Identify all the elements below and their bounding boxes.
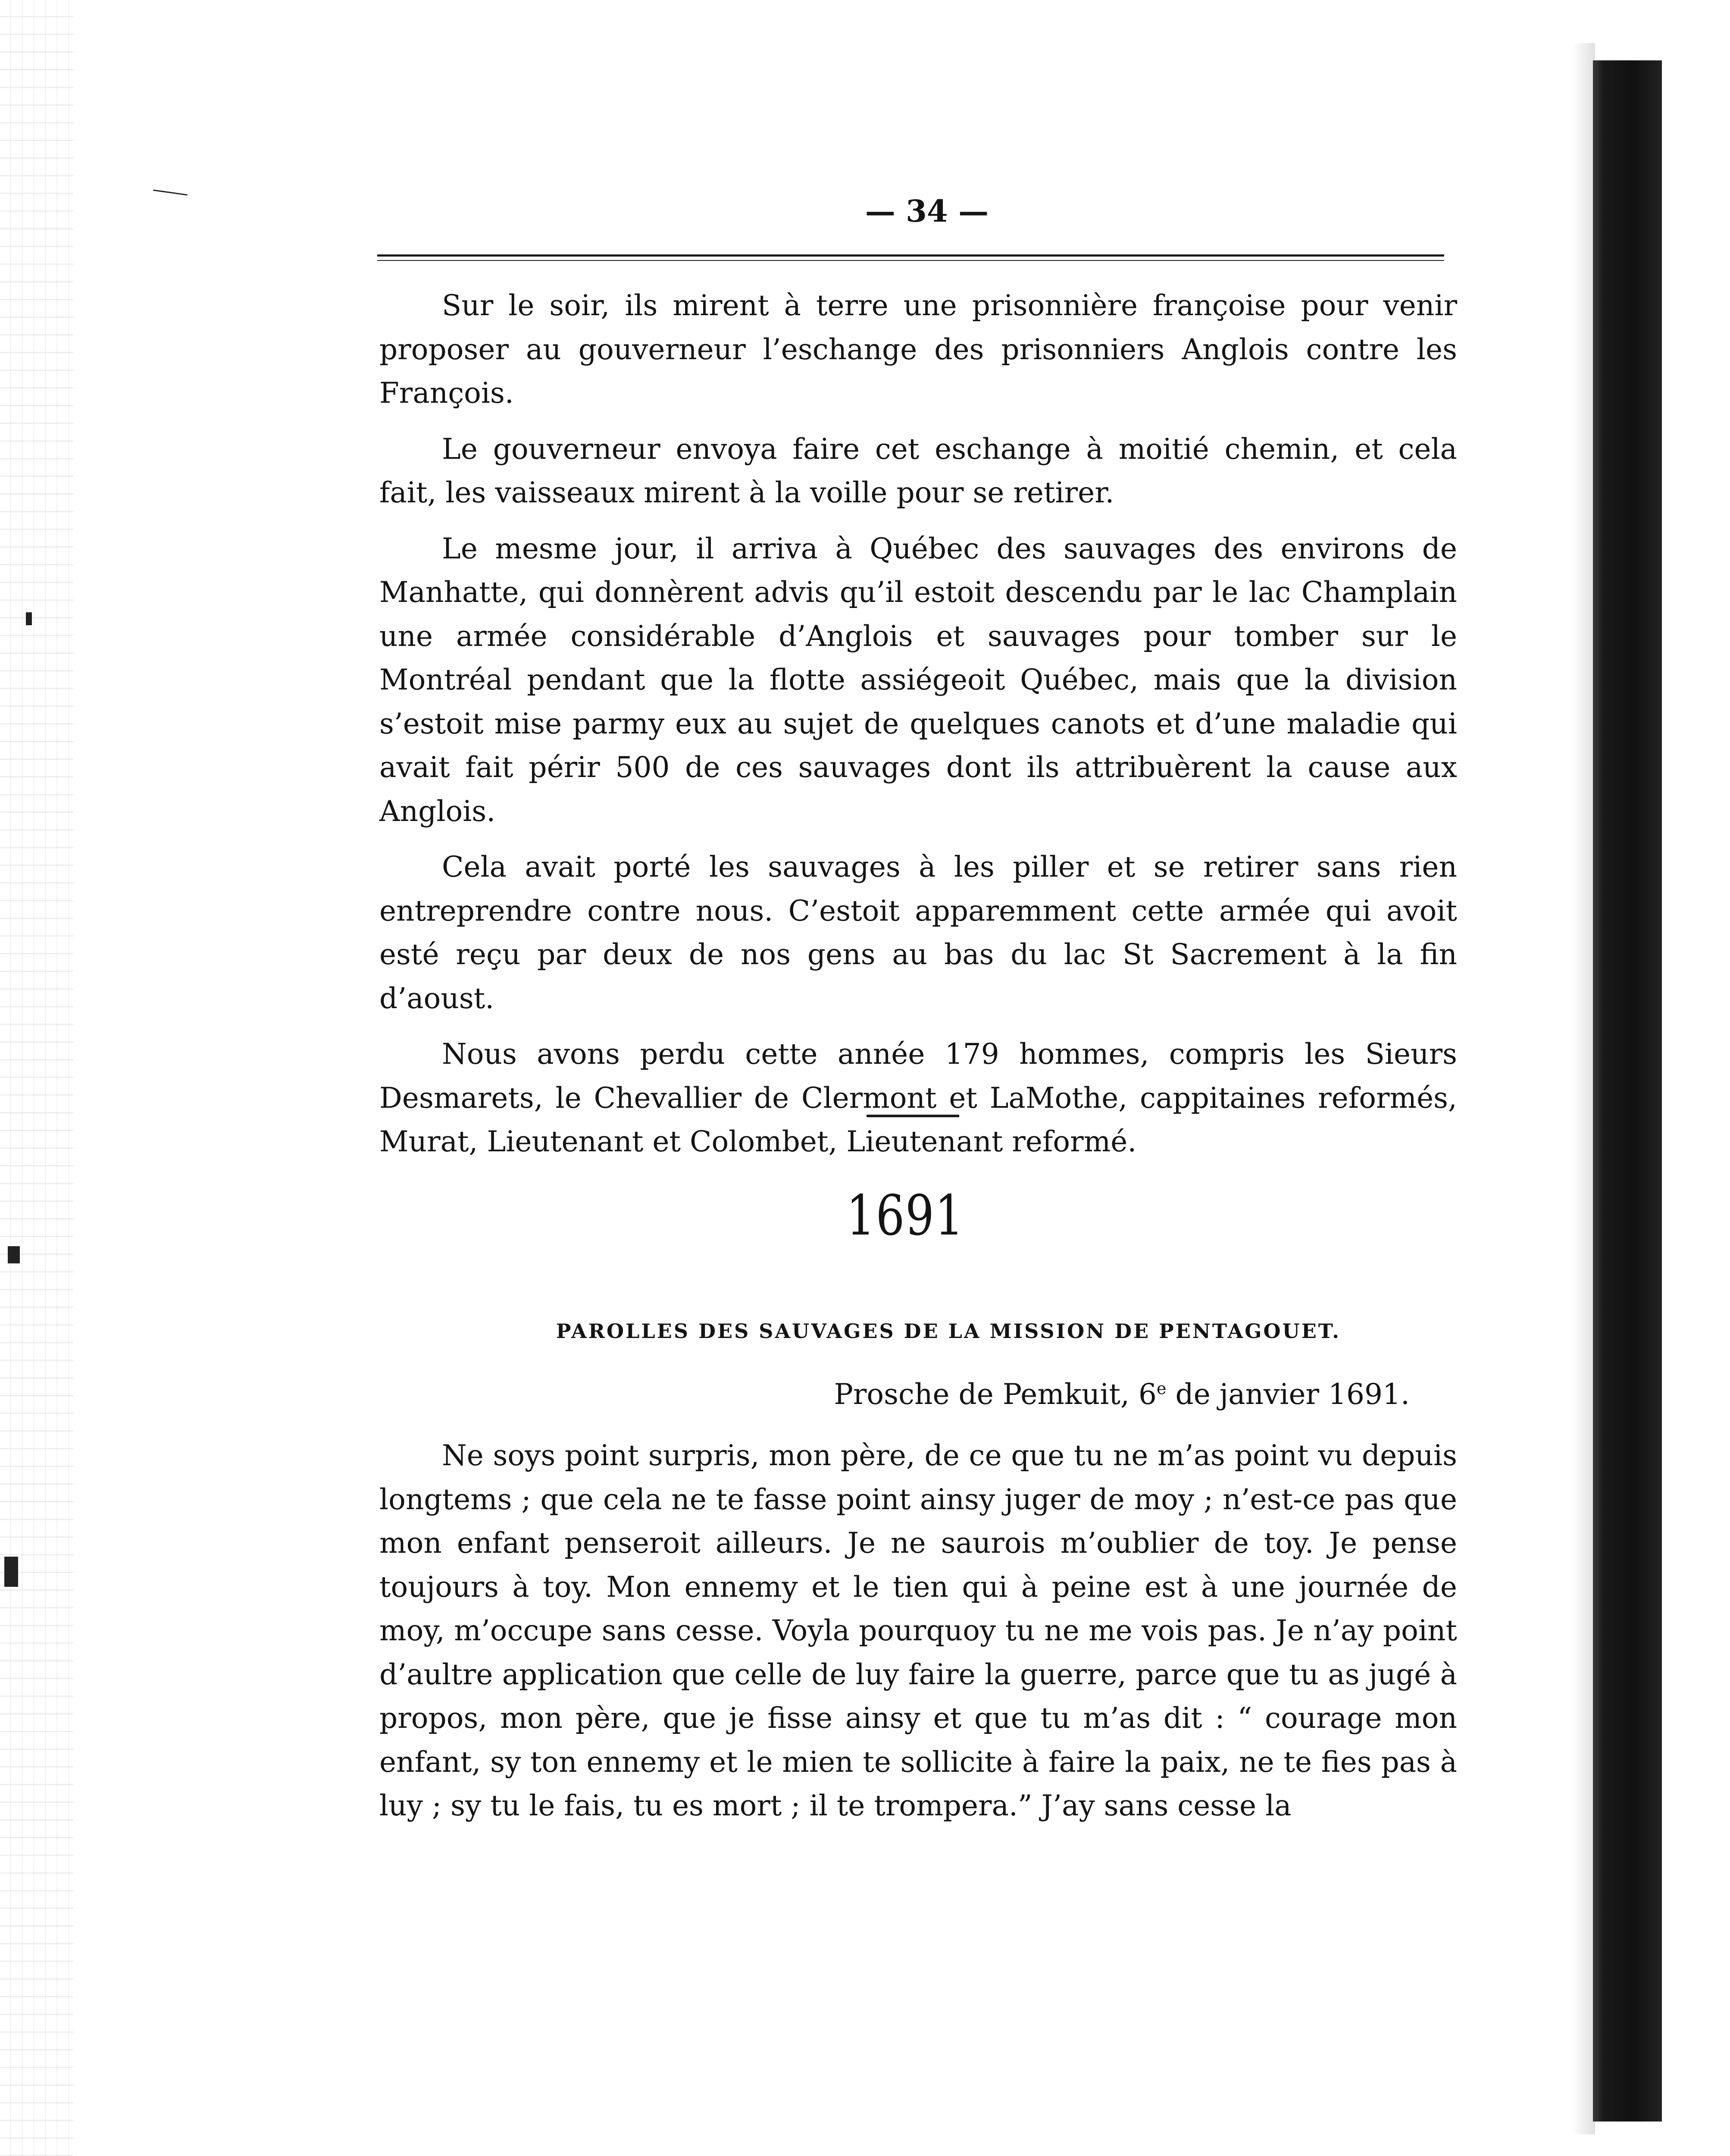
dateline-superscript: e	[1156, 1379, 1167, 1398]
scan-mark	[8, 1246, 20, 1263]
page-number: — 34 —	[865, 193, 989, 229]
paragraph: Le mesme jour, il arriva à Québec des sauvages des environs de Manhatte, qui donnèrent advis qu’il estoit descendu par le lac Champlain une armée considérable d’Anglois et sauvages pour tomber sur le Montréal pendant que la flotte assiégeoit Québec, mais que la division s’estoit mise parmy eux au sujet de quelques canots et d’une maladie qui avait fait périr 500 de ces sauvages dont ils attribuèrent la cause aux Anglois.	[379, 532, 1457, 828]
scan-mark	[26, 612, 32, 625]
paragraph: Cela avait porté les sauvages à les piller et se retirer sans rien entreprendre contre nous. C’estoit apparemment cette armée qui avoit esté reçu par deux de nos gens au bas du lac St Sacrement à la fin d’aoust.	[379, 850, 1457, 1015]
section-title: PAROLLES DES SAUVAGES DE LA MISSION DE PENTAGOUET.	[556, 1319, 1341, 1343]
paragraph: Ne soys point surpris, mon père, de ce que tu ne m’as point vu depuis longtems ; que cela ne te fasse point ainsy juger de moy ; n’est-ce pas que mon enfant penseroit ailleurs. Je ne saurois m’oublier de toy. Je pense toujours à toy. Mon ennemy et le tien qui à peine est à une journée de moy, m’occupe sans cesse. Voyla pourquoy tu ne me vois pas. Je n’ay point d’aultre application que celle de luy faire la guerre, parce que tu as jugé à propos, mon père, que je fisse ainsy et que tu m’as dit : “ courage mon enfant, sy ton ennemy et le mien te sollicite à faire la paix, ne te fies pas à luy ; sy tu le fais, tu es mort ; il te trompera.” J’ay sans cesse la	[379, 1439, 1457, 1822]
paragraph: Sur le soir, ils mirent à terre une prisonnière françoise pour venir proposer au gouverneur l’eschange des prisonniers Anglois contre les François.	[379, 289, 1457, 410]
section-divider	[867, 1115, 959, 1117]
paragraph: Nous avons perdu cette année 179 hommes, compris les Sieurs Desmarets, le Chevallier de Clermont et LaMothe, cappitaines reformés, Murat, Lieutenant et Colombet, Lieutenant reformé.	[379, 1037, 1457, 1158]
year-heading: 1691	[846, 1184, 964, 1248]
dateline	[690, 1378, 1410, 1411]
header-rule-thick	[377, 254, 1444, 257]
lower-body-text	[379, 1434, 1457, 1828]
dateline-date: de janvier 1691.	[1166, 1378, 1410, 1411]
upper-body-text	[379, 284, 1457, 1164]
header-rule-thin	[377, 260, 1444, 261]
dateline-place: Prosche de Pemkuit, 6	[834, 1378, 1157, 1411]
paragraph: Le gouverneur envoya faire cet eschange à moitié chemin, et cela fait, les vaisseaux mirent à la voille pour se retirer.	[379, 432, 1457, 509]
scan-gutter-speckle	[0, 0, 73, 2156]
binding-shadow	[1571, 43, 1595, 2134]
scan-mark	[153, 189, 188, 195]
scan-mark	[4, 1557, 18, 1587]
binding-edge	[1593, 60, 1662, 2122]
